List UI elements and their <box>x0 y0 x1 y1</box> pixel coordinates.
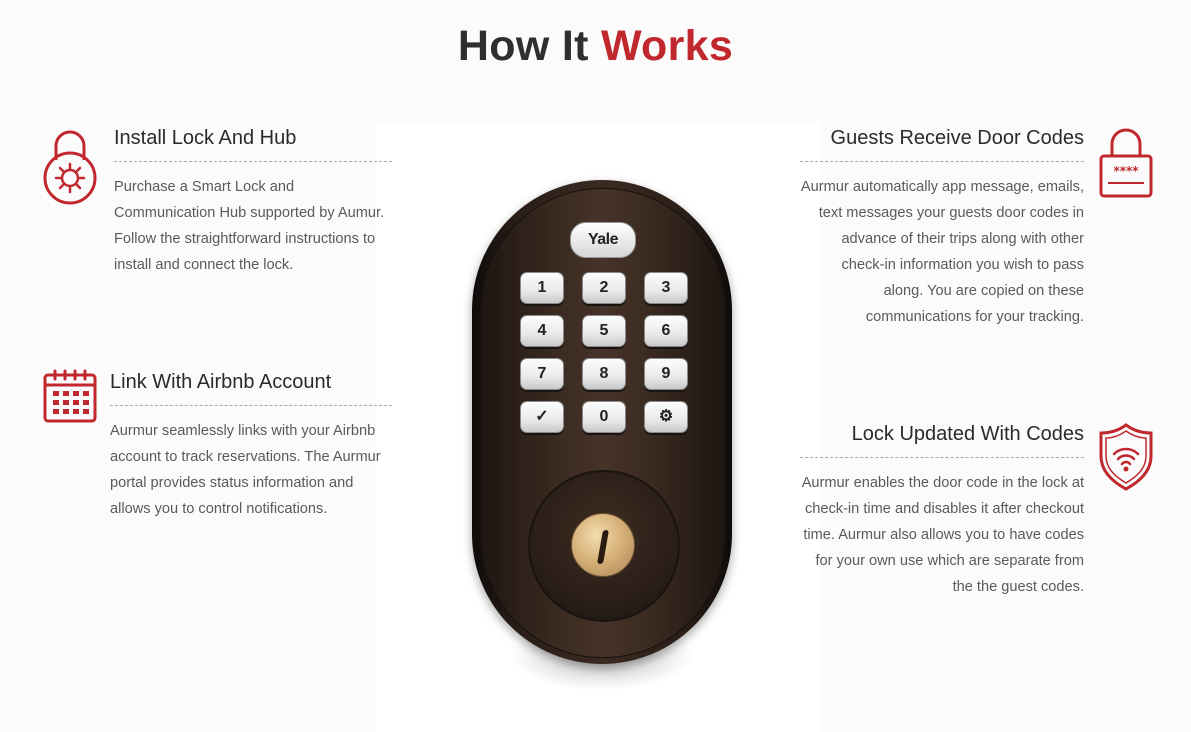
keypad-key-7: 7 <box>520 358 564 390</box>
keypad-key-3: 3 <box>644 272 688 304</box>
page-title-accent: Works <box>600 22 734 70</box>
keypad-key-check: ✓ <box>520 401 564 433</box>
feature-guests-text: Aurmur automatically app message, emails, text messages your guests door codes in advance of their trips along with other check-in information you wish to pass along. You are copied on these communications for your tracking. <box>800 179 1084 325</box>
feature-link-text: Aurmur seamlessly links with your Airbnb account to track reservations. The Aurmur portal provides status information and allows you to control notifications. <box>110 423 381 517</box>
keypad-key-2: 2 <box>582 272 626 304</box>
svg-text:****: **** <box>1113 164 1139 178</box>
page-title-prefix: How It <box>457 22 601 70</box>
lock-body <box>472 180 732 664</box>
keypad-key-gear: ⚙ <box>644 401 688 433</box>
keypad-key-1: 1 <box>520 272 564 304</box>
padlock-code-icon <box>1098 126 1154 200</box>
keypad-key-5: 5 <box>582 315 626 347</box>
lock-brand-label: Yale <box>570 222 636 258</box>
keypad-key-9: 9 <box>644 358 688 390</box>
keypad-key-6: 6 <box>644 315 688 347</box>
feature-link <box>110 371 392 522</box>
feature-guests <box>800 127 1084 330</box>
feature-updated-text: Aurmur enables the door code in the lock at check-in time and disables it after checkout time. Aurmur also allows you to have codes for your own use which are separate from the the guest codes. <box>801 475 1084 595</box>
feature-install-text: Purchase a Smart Lock and Communication Hub supported by Aumur. Follow the straightforward instructions to install and connect the lock. <box>114 179 385 273</box>
keypad-key-8: 8 <box>582 358 626 390</box>
feature-updated-title: Lock Updated With Codes <box>800 423 1084 458</box>
calendar-icon <box>42 368 98 424</box>
lock-gear-icon <box>40 126 100 208</box>
keypad-key-0: 0 <box>582 401 626 433</box>
feature-updated <box>800 423 1084 600</box>
feature-install <box>114 127 392 278</box>
feature-install-title: Install Lock And Hub <box>114 127 392 162</box>
keypad-key-4: 4 <box>520 315 564 347</box>
feature-link-title: Link With Airbnb Account <box>110 371 392 406</box>
wifi-shield-icon <box>1098 422 1154 492</box>
smart-lock-image <box>472 180 732 720</box>
page-title <box>0 22 1191 71</box>
feature-guests-title: Guests Receive Door Codes <box>800 127 1084 162</box>
